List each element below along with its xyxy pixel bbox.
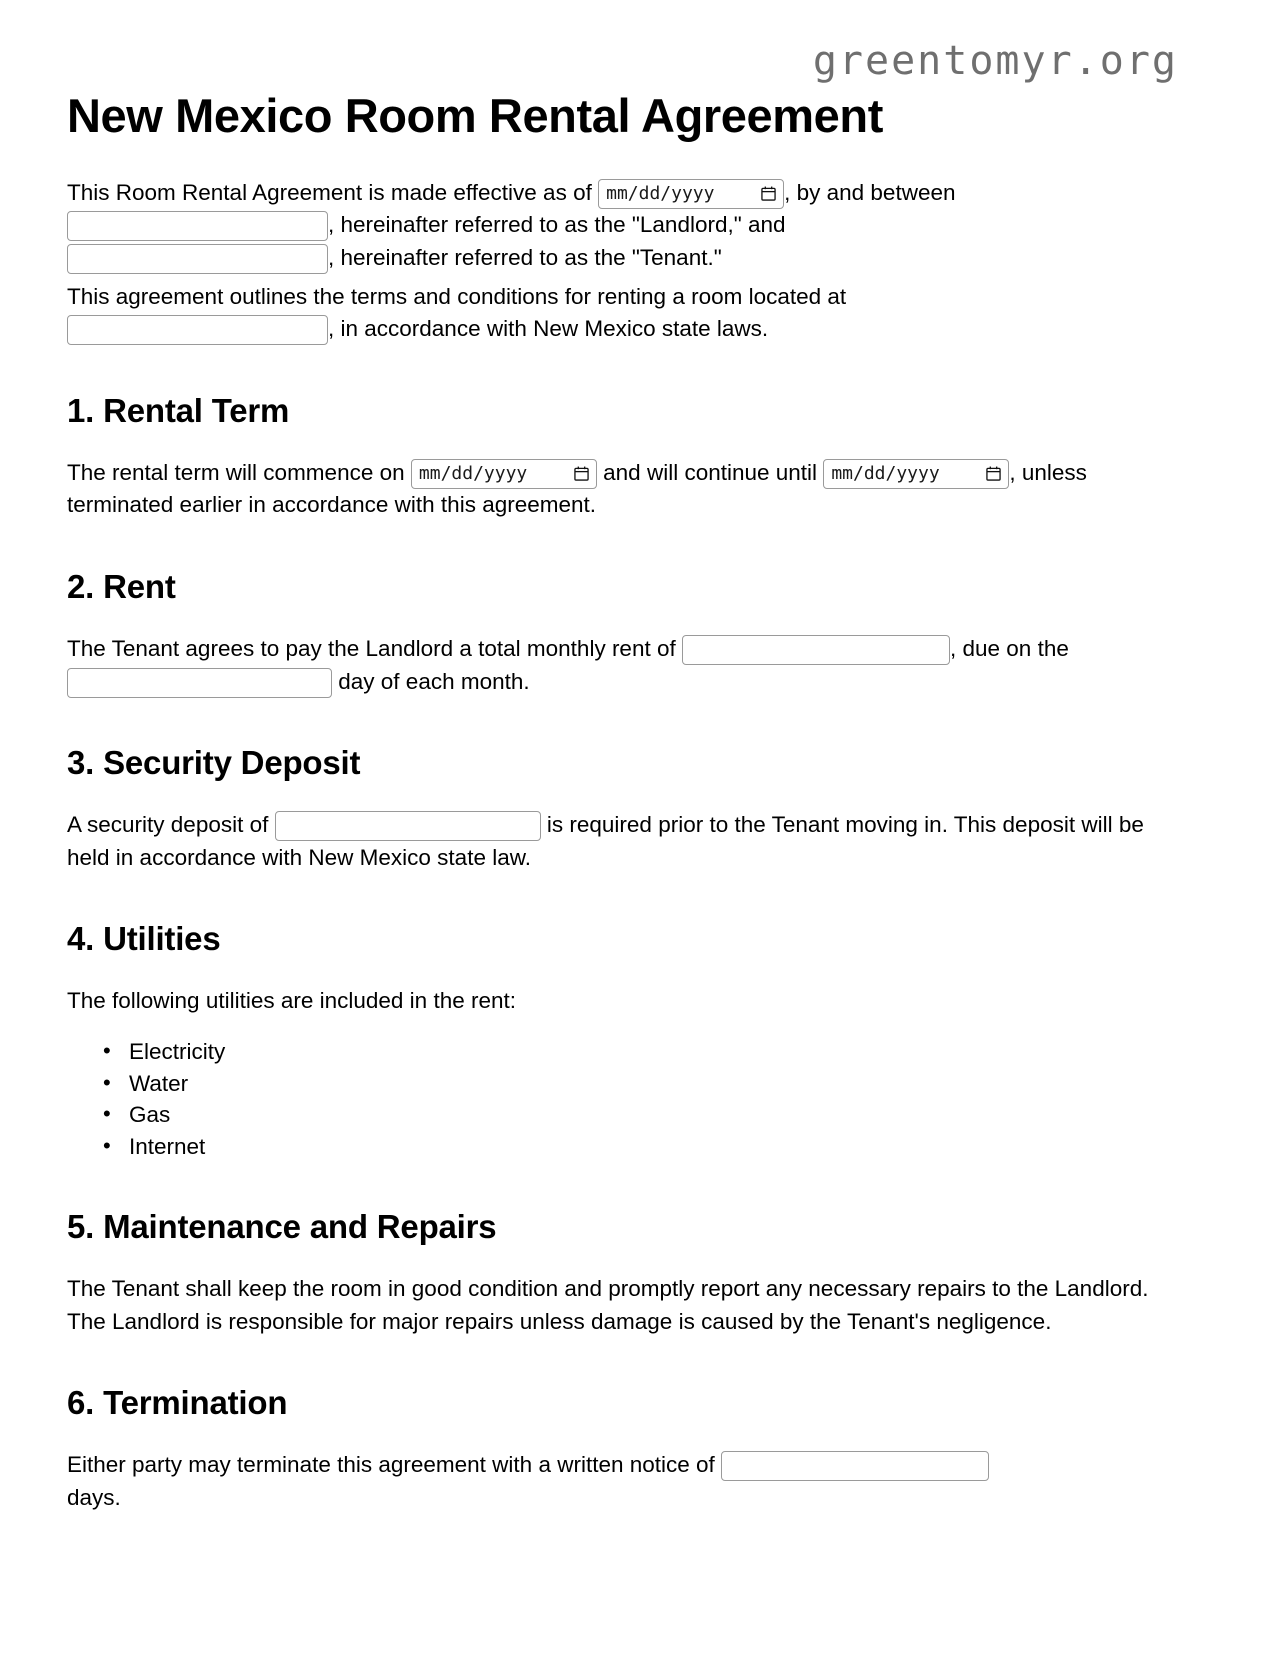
rent-text-middle: , due on the bbox=[950, 635, 1069, 661]
site-watermark: greentomyr.org bbox=[812, 38, 1178, 84]
intro-paragraph-1 bbox=[67, 177, 1170, 275]
tenant-label-text: , hereinafter referred to as the "Tenant." bbox=[328, 244, 722, 270]
list-item: • Internet bbox=[129, 1133, 1170, 1162]
calendar-icon[interactable] bbox=[574, 466, 589, 481]
address-text-after: , in accordance with New Mexico state laws. bbox=[328, 316, 769, 342]
section-heading-utilities: 4. Utilities bbox=[67, 920, 221, 958]
maintenance-paragraph: The Tenant shall keep the room in good condition and promptly report any necessary repairs to the Landlord. The Landlord is responsible for major repairs unless damage is caused by the Tenant's negligence. bbox=[67, 1276, 1149, 1334]
landlord-label-text: , hereinafter referred to as the "Landlord," and bbox=[328, 212, 786, 238]
rental-term-text-after: , unless terminated earlier in accordance with this agreement. bbox=[67, 459, 1087, 518]
rental-term-paragraph bbox=[67, 457, 1170, 522]
intro-text-before-date: This Room Rental Agreement is made effective as of bbox=[67, 179, 592, 205]
section-heading-security-deposit: 3. Security Deposit bbox=[67, 744, 361, 782]
section-heading-rental-term: 1. Rental Term bbox=[67, 391, 290, 429]
rental-end-date-placeholder: mm/dd/yyyy bbox=[831, 462, 940, 484]
rental-start-date-input[interactable] bbox=[411, 459, 597, 489]
list-item: • Water bbox=[129, 1070, 1170, 1099]
section-heading-rent: 2. Rent bbox=[67, 567, 176, 605]
intro-paragraph-2 bbox=[67, 281, 1170, 346]
list-item: • Gas bbox=[129, 1101, 1170, 1130]
monthly-rent-input[interactable] bbox=[682, 635, 950, 665]
section-heading-maintenance: 5. Maintenance and Repairs bbox=[67, 1208, 497, 1246]
page-title: New Mexico Room Rental Agreement bbox=[67, 89, 883, 142]
property-address-input[interactable] bbox=[67, 315, 328, 345]
rent-text-after: day of each month. bbox=[338, 668, 530, 694]
termination-text-after: days. bbox=[67, 1484, 121, 1510]
effective-date-placeholder: mm/dd/yyyy bbox=[606, 182, 715, 204]
termination-text-before: Either party may terminate this agreement with a written notice of bbox=[67, 1452, 715, 1478]
calendar-icon[interactable] bbox=[761, 186, 776, 201]
utilities-intro: The following utilities are included in the rent: bbox=[67, 988, 517, 1014]
security-deposit-input[interactable] bbox=[275, 811, 541, 841]
calendar-icon[interactable] bbox=[986, 466, 1001, 481]
rent-text-before: The Tenant agrees to pay the Landlord a total monthly rent of bbox=[67, 635, 676, 661]
security-deposit-paragraph bbox=[67, 809, 1170, 874]
deposit-text-after: is required prior to the Tenant moving in. This deposit will be held in accordance with New Mexico state law. bbox=[67, 812, 1144, 870]
address-text-before: This agreement outlines the terms and conditions for renting a room located at bbox=[67, 283, 847, 309]
list-item: • Electricity bbox=[129, 1038, 1170, 1067]
rental-term-text-before: The rental term will commence on bbox=[67, 459, 405, 485]
effective-date-input[interactable] bbox=[598, 179, 784, 209]
rental-end-date-input[interactable] bbox=[823, 459, 1009, 489]
termination-paragraph bbox=[67, 1449, 1170, 1514]
termination-notice-days-input[interactable] bbox=[721, 1451, 989, 1481]
rent-paragraph bbox=[67, 633, 1170, 698]
section-heading-termination: 6. Termination bbox=[67, 1384, 288, 1422]
intro-text-after-date: , by and between bbox=[784, 179, 956, 205]
rent-due-day-input[interactable] bbox=[67, 668, 332, 698]
utilities-list bbox=[67, 1038, 1170, 1162]
rental-start-date-placeholder: mm/dd/yyyy bbox=[418, 462, 528, 484]
tenant-name-input[interactable] bbox=[67, 244, 328, 274]
deposit-text-before: A security deposit of bbox=[67, 812, 269, 838]
landlord-name-input[interactable] bbox=[67, 211, 328, 241]
rental-term-text-middle: and will continue until bbox=[603, 459, 818, 485]
